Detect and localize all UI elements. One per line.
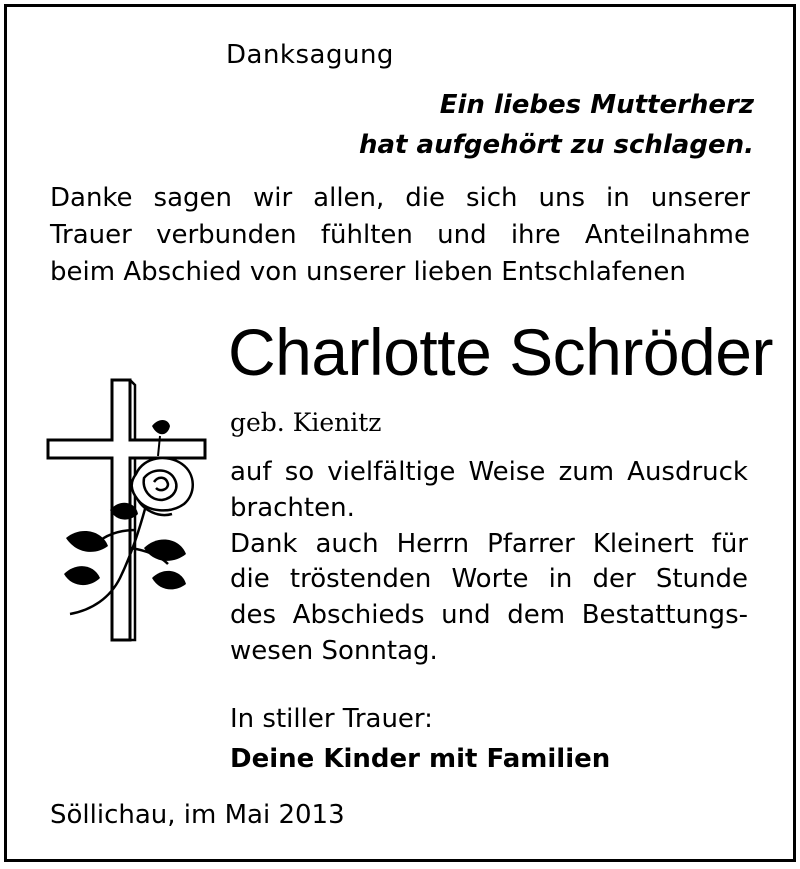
cross-with-rose-icon [40,378,210,643]
body-line-4: die tröstenden Worte in der Stunde [230,564,748,595]
body-line-2: brachten. [230,492,355,523]
rose-bloom-icon [132,458,193,515]
deceased-name: Charlotte Schröder [228,315,773,389]
body-line-1: auf so vielfältige Weise zum Ausdruck [230,457,748,487]
quote-line-1: Ein liebes Mutterherz [439,90,754,120]
birth-name: geb. Kienitz [230,408,382,437]
body-line-6: wesen Sonntag. [230,635,438,666]
intro-paragraph [50,180,750,291]
heading-danksagung: Danksagung [226,40,394,70]
intro-line-3: beim Abschied von unserer lieben Entschlafenen [50,257,686,287]
quote-line-2: hat aufgehört zu schlagen. [358,130,754,160]
family-signature: Deine Kinder mit Familien [230,744,611,774]
intro-line-2: Trauer verbunden fühlten und ihre Anteilnahme [50,220,750,250]
mourning-line: In stiller Trauer: [230,704,433,734]
body-paragraph [230,455,748,670]
body-line-3: Dank auch Herrn Pfarrer Kleinert für [230,528,748,559]
intro-line-1: Danke sagen wir allen, die sich uns in unserer [50,183,750,213]
place-date: Söllichau, im Mai 2013 [50,800,345,830]
body-line-5: des Abschieds und dem Bestattungs- [230,600,748,631]
